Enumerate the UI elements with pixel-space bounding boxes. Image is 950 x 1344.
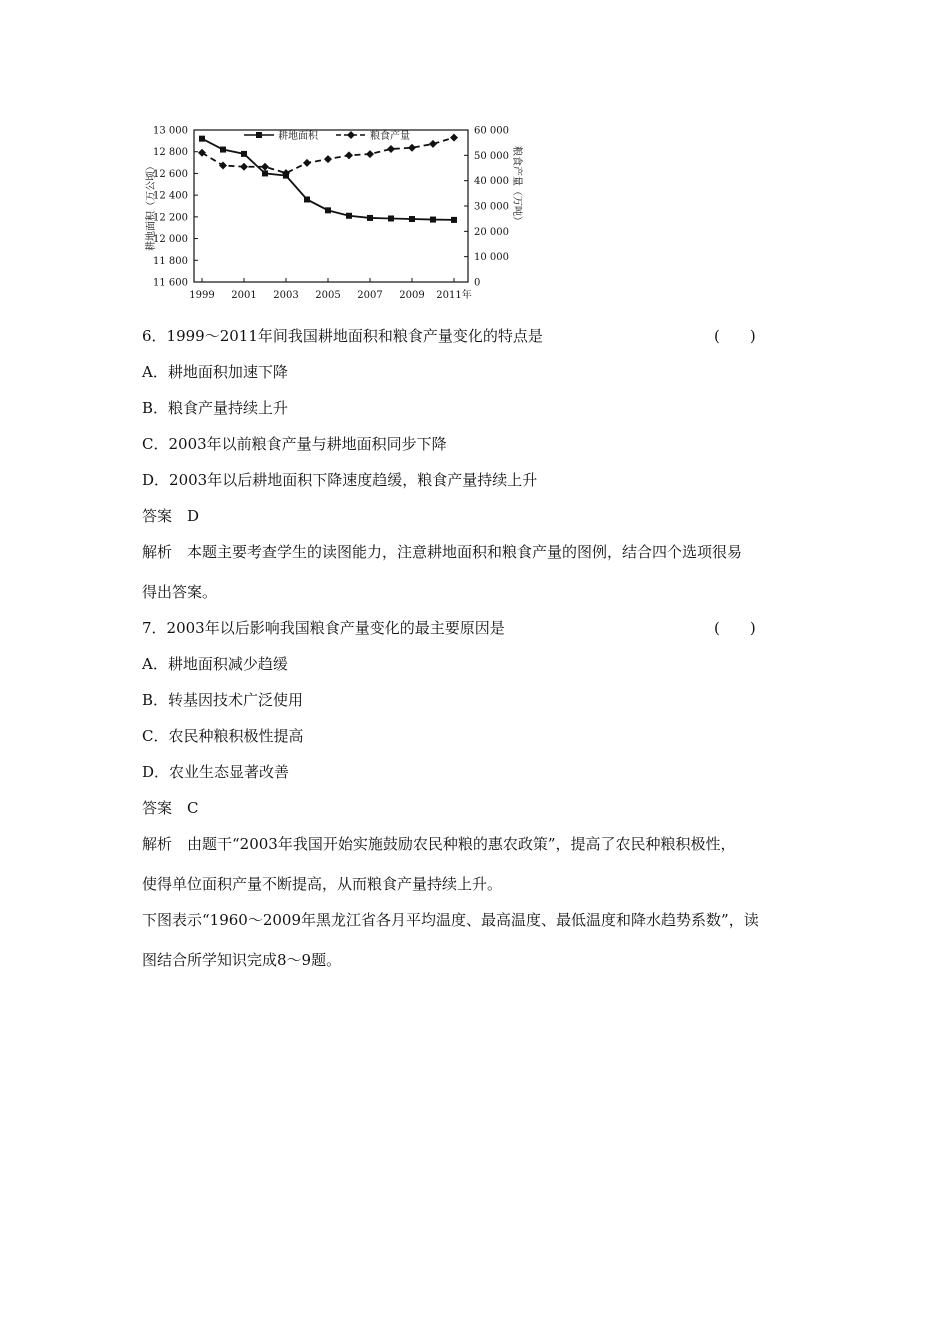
- data-point: [409, 216, 415, 222]
- x-axis-tick-label: 2001: [231, 290, 257, 301]
- text-line: B．粮食产量持续上升: [142, 399, 289, 417]
- x-axis-tick-label: 2007: [357, 290, 383, 301]
- right-axis-tick-label: 50 000: [474, 150, 509, 162]
- chart: [140, 118, 520, 308]
- text-line: 答案 D: [142, 507, 200, 525]
- x-axis-tick-label: 2005: [315, 290, 341, 301]
- text-line: D．2003年以后耕地面积下降速度趋缓，粮食产量持续上升: [142, 471, 538, 489]
- left-axis-label: 耕地面积（万公顷）: [146, 161, 157, 251]
- data-point: [219, 161, 227, 169]
- data-point: [388, 215, 394, 221]
- right-axis-tick-label: 60 000: [474, 125, 509, 137]
- data-point: [366, 150, 374, 158]
- right-axis-tick-label: 30 000: [474, 201, 509, 213]
- data-point: [304, 196, 310, 202]
- data-point: [408, 144, 416, 152]
- answer-bracket: ( ): [714, 619, 756, 637]
- right-axis-label: 粮食产量（万吨）: [511, 146, 522, 226]
- right-axis-tick-label: 20 000: [474, 226, 509, 238]
- legend-marker: [256, 132, 262, 138]
- data-point: [450, 134, 458, 142]
- data-point: [261, 163, 269, 171]
- text-line: 图结合所学知识完成8～9题。: [142, 951, 342, 969]
- data-point: [324, 155, 332, 163]
- text-line: A．耕地面积加速下降: [142, 363, 288, 381]
- text-line: 6．1999～2011年间我国耕地面积和粮食产量变化的特点是: [142, 327, 543, 345]
- data-point: [367, 215, 373, 221]
- data-point: [325, 207, 331, 213]
- data-point: [220, 147, 226, 153]
- text-line: 解析 由题干“2003年我国开始实施鼓励农民种粮的惠农政策”，提高了农民种粮积极性，: [142, 835, 736, 853]
- legend-marker: [347, 131, 355, 139]
- text-line: 答案 C: [142, 799, 199, 817]
- data-point: [262, 170, 268, 176]
- left-axis-tick-label: 12 600: [153, 168, 188, 180]
- left-axis-tick-label: 12 200: [153, 212, 188, 224]
- x-axis-tick-label: 2009: [399, 290, 425, 301]
- chart-legend: [244, 129, 410, 142]
- data-point: [240, 163, 248, 171]
- left-axis-tick-label: 11 800: [153, 255, 188, 267]
- text-line: D．农业生态显著改善: [142, 763, 290, 781]
- data-point: [199, 136, 205, 142]
- text-line: 解析 本题主要考查学生的读图能力，注意耕地面积和粮食产量的图例，结合四个选项很易: [142, 543, 743, 561]
- text-line: C．2003年以前粮食产量与耕地面积同步下降: [142, 435, 447, 453]
- text-line: 使得单位面积产量不断提高，从而粮食产量持续上升。: [142, 875, 503, 893]
- right-axis-tick-label: 40 000: [474, 176, 509, 188]
- data-point: [303, 159, 311, 167]
- data-point: [198, 149, 206, 157]
- text-line: 得出答案。: [142, 583, 218, 601]
- data-point: [430, 217, 436, 223]
- text-line: 7．2003年以后影响我国粮食产量变化的最主要原因是: [142, 619, 505, 637]
- x-axis-tick-label: 1999: [189, 290, 215, 301]
- left-axis-tick-label: 12 400: [153, 190, 188, 202]
- left-axis-tick-label: 12 800: [153, 147, 188, 159]
- chart-series-area: [198, 134, 458, 223]
- data-point: [387, 145, 395, 153]
- legend-label: 耕地面积: [278, 131, 318, 142]
- right-axis-tick-label: 0: [474, 277, 481, 289]
- data-point: [451, 217, 457, 223]
- left-axis-tick-label: 12 000: [153, 234, 188, 246]
- x-axis-tick-label: 2011年: [436, 290, 472, 301]
- legend-label: 粮食产量: [370, 131, 410, 142]
- right-axis-tick-label: 10 000: [474, 252, 509, 264]
- text-line: C．农民种粮积极性提高: [142, 727, 304, 745]
- x-axis-tick-label: 2003: [273, 290, 299, 301]
- data-point: [345, 151, 353, 159]
- data-point: [346, 213, 352, 219]
- data-point: [241, 151, 247, 157]
- left-axis-tick-label: 13 000: [153, 125, 188, 137]
- text-line: A．耕地面积减少趋缓: [142, 655, 288, 673]
- data-point: [429, 140, 437, 148]
- text-line: 下图表示“1960～2009年黑龙江省各月平均温度、最高温度、最低温度和降水趋势系数”，读: [142, 911, 759, 929]
- text-line: B．转基因技术广泛使用: [142, 691, 304, 709]
- left-axis-tick-label: 11 600: [153, 277, 188, 289]
- answer-bracket: ( ): [714, 327, 756, 345]
